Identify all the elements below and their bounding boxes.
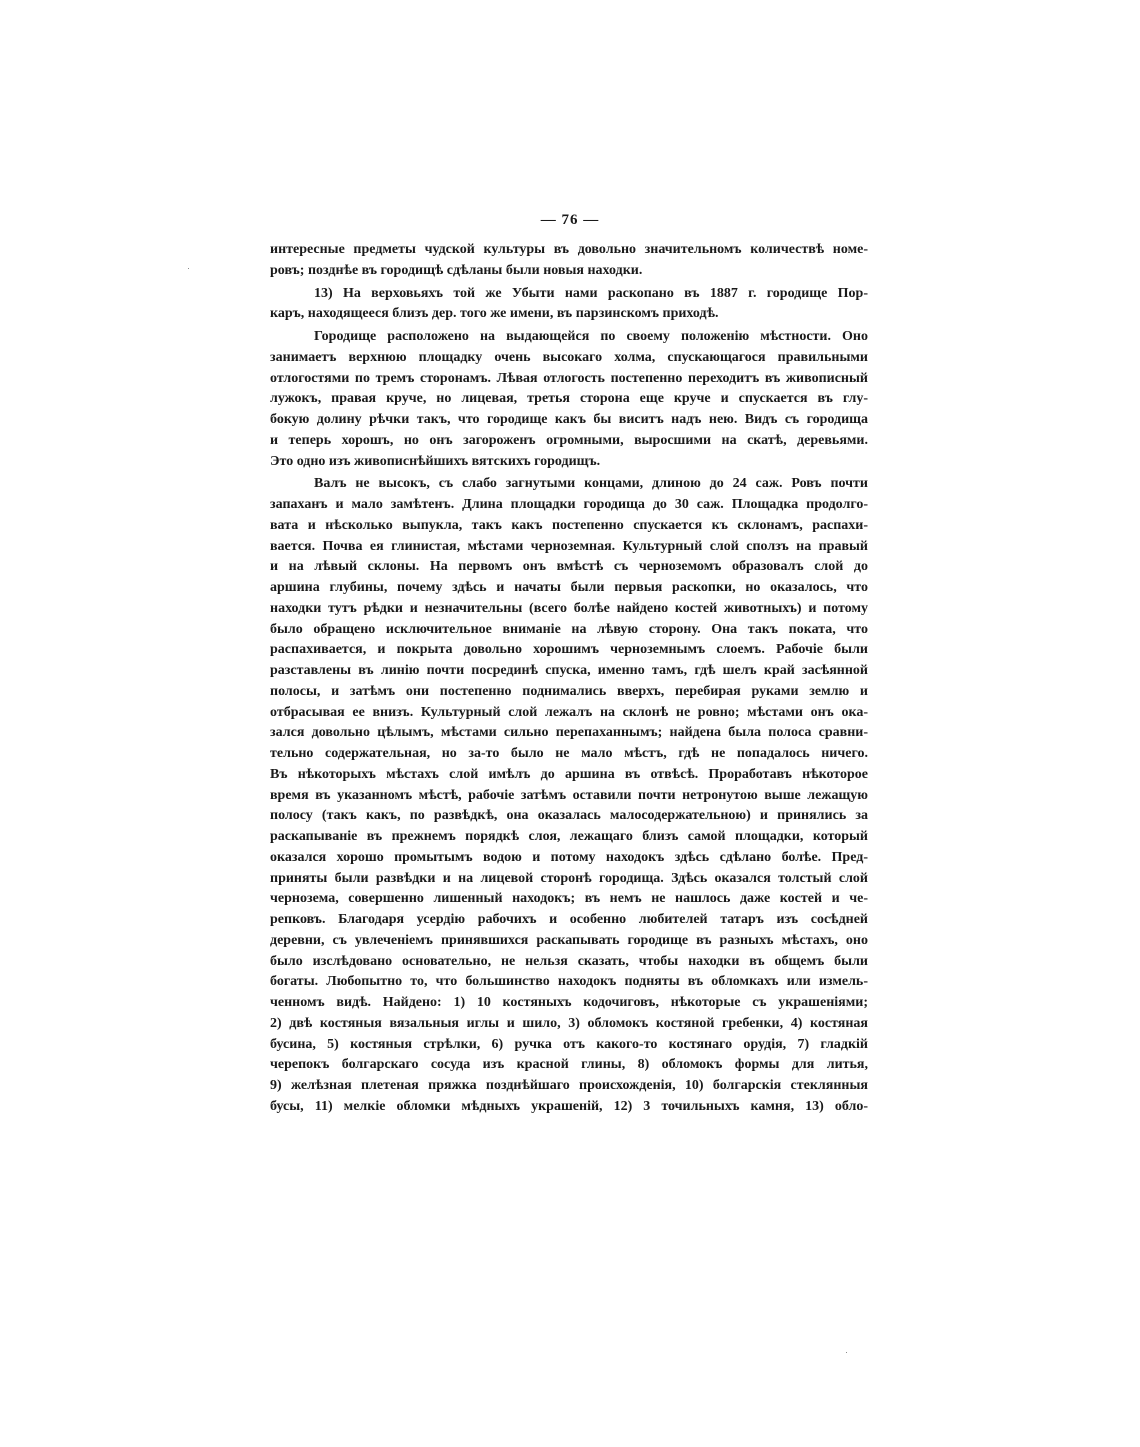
text-line: тельно содержательная, но за-то было не мало мѣстъ, гдѣ не попадалось ничего.	[270, 746, 868, 761]
text-line: 13) На верховьяхъ той же Убыти нами раскопано въ 1887 г. городище Пор-	[314, 285, 868, 301]
text-line: Городище расположено на выдающейся по своему положенію мѣстности. Оно	[314, 329, 868, 344]
text-line: деревни, съ увлеченіемъ принявшихся раскапывать городище въ разныхъ мѣстахъ, оно	[270, 932, 868, 948]
text-line: лужокъ, правая круче, но лицевая, третья сторона еще круче и спускается въ глу-	[270, 391, 868, 407]
text-line: и на лѣвый склоны. На первомъ онъ вмѣстѣ съ черноземомъ образовалъ слой до	[270, 559, 868, 575]
text-line: черепокъ болгарскаго сосуда изъ красной глины, 8) обломокъ формы для литья,	[270, 1057, 868, 1073]
scan-speck	[188, 268, 189, 269]
text-line: отлогостями по тремъ сторонамъ. Лѣвая отлогость постепенно переходитъ въ живописный	[270, 370, 868, 386]
paragraph	[270, 240, 868, 282]
text-line: зался довольно цѣлымъ, мѣстами сильно перепаханнымъ; найдена была полоса сравни-	[270, 725, 868, 741]
text-line: Валъ не высокъ, съ слабо загнутыми концами, длиною до 24 саж. Ровъ почти	[314, 476, 868, 492]
text-line: ченномъ видѣ. Найдено: 1) 10 костяныхъ кодочиговъ, нѣкоторые съ украшеніями;	[270, 995, 868, 1010]
text-line: время въ указанномъ мѣстѣ, рабочіе затѣмъ оставили почти нетронутою выше лежащую	[270, 787, 868, 803]
text-line: 9) желѣзная плетеная пряжка позднѣйшаго происхожденія, 10) болгарскія стеклянныя	[270, 1078, 868, 1093]
text-line: аршина глубины, почему здѣсь и начаты были первыя раскопки, но оказалось, что	[270, 580, 868, 595]
text-line: и теперь хорошъ, но онъ загороженъ огромными, выросшими на скатѣ, деревьями.	[270, 432, 868, 448]
text-line: интересные предметы чудской культуры въ довольно значительномъ количествѣ номе-	[270, 242, 868, 257]
text-line: разставлены въ линію почти посрединѣ спуска, именно тамъ, гдѣ шелъ край засѣянной	[270, 663, 868, 678]
paragraph	[270, 327, 868, 472]
text-line: оказался хорошо промытымъ водою и потому находокъ здѣсь сдѣлано болѣе. Пред-	[270, 849, 868, 865]
text-line: вается. Почва ея глинистая, мѣстами черноземная. Культурный слой сползъ на правый	[270, 538, 868, 554]
text-block	[270, 240, 868, 1118]
text-line: отбрасывая ее внизъ. Культурный слой лежалъ на склонѣ не ровно; мѣстами онъ ока-	[270, 704, 868, 720]
text-line: раскапываніе въ прежнемъ порядкѣ слоя, лежащаго близъ самой площадки, который	[270, 829, 868, 844]
text-line: 2) двѣ костяныя вязальныя иглы и шило, 3) обломокъ костяной гребенки, 4) костяная	[270, 1015, 868, 1031]
paragraph	[270, 474, 868, 1117]
text-line: богаты. Любопытно то, что большинство находокъ подняты въ обломкахъ или измель-	[270, 974, 868, 990]
text-line: Въ нѣкоторыхъ мѣстахъ слой имѣлъ до аршина въ отвѣсѣ. Проработавъ нѣкоторое	[270, 766, 868, 782]
page-number: — 76 —	[540, 212, 600, 228]
text-line: распахивается, и покрыта довольно хорошимъ черноземнымъ слоемъ. Рабочіе были	[270, 642, 868, 658]
text-line: ровъ; позднѣе въ городищѣ сдѣланы были новыя находки.	[270, 262, 643, 278]
text-line: занимаетъ верхнюю площадку очень высокаго холма, спускающагося правильными	[270, 349, 868, 365]
paragraph	[270, 284, 868, 326]
text-line: репковъ. Благодаря усердію рабочихъ и особенно любителей татаръ изъ сосѣдней	[270, 912, 868, 927]
text-line: бокую долину рѣчки такъ, что городище какъ бы виситъ надъ нею. Видъ съ городища	[270, 412, 868, 427]
text-line: бусы, 11) мелкіе обломки мѣдныхъ украшеній, 12) 3 точильныхъ камня, 13) обло-	[270, 1098, 868, 1114]
text-line: находки тутъ рѣдки и незначительны (всего болѣе найдено костей животныхъ) и потому	[270, 600, 868, 616]
text-line: Это одно изъ живописнѣйшихъ вятскихъ городищъ.	[270, 453, 601, 469]
text-line: запаханъ и мало замѣтенъ. Длина площадки городища до 30 саж. Площадка продолго-	[270, 497, 868, 512]
text-line: было изслѣдовано основательно, не нельзя сказать, чтобы находки въ общемъ были	[270, 953, 868, 969]
text-line: было обращено исключительное вниманіе на лѣвую сторону. Она такъ поката, что	[270, 621, 868, 637]
text-line: полосу (такъ какъ, по развѣдкѣ, она оказалась малосодержательною) и принялись за	[270, 808, 868, 824]
text-line: полосы, и затѣмъ они постепенно поднимались вверхъ, перебирая руками землю и	[270, 683, 868, 699]
text-line: чернозема, совершенно лишенный находокъ; въ немъ не нашлось даже костей и че-	[270, 891, 868, 907]
text-line: вата и нѣсколько выпукла, такъ какъ постепенно спускается къ склонамъ, распахи-	[270, 517, 868, 533]
scan-speck	[846, 1352, 847, 1353]
text-line: каръ, находящееся близъ дер. того же имени, въ парзинскомъ приходѣ.	[270, 306, 719, 322]
text-line: приняты были развѣдки и на лицевой сторонѣ городища. Здѣсь оказался толстый слой	[270, 870, 868, 886]
text-line: бусина, 5) костяныя стрѣлки, 6) ручка отъ какого-то костянаго орудія, 7) гладкій	[270, 1036, 868, 1052]
